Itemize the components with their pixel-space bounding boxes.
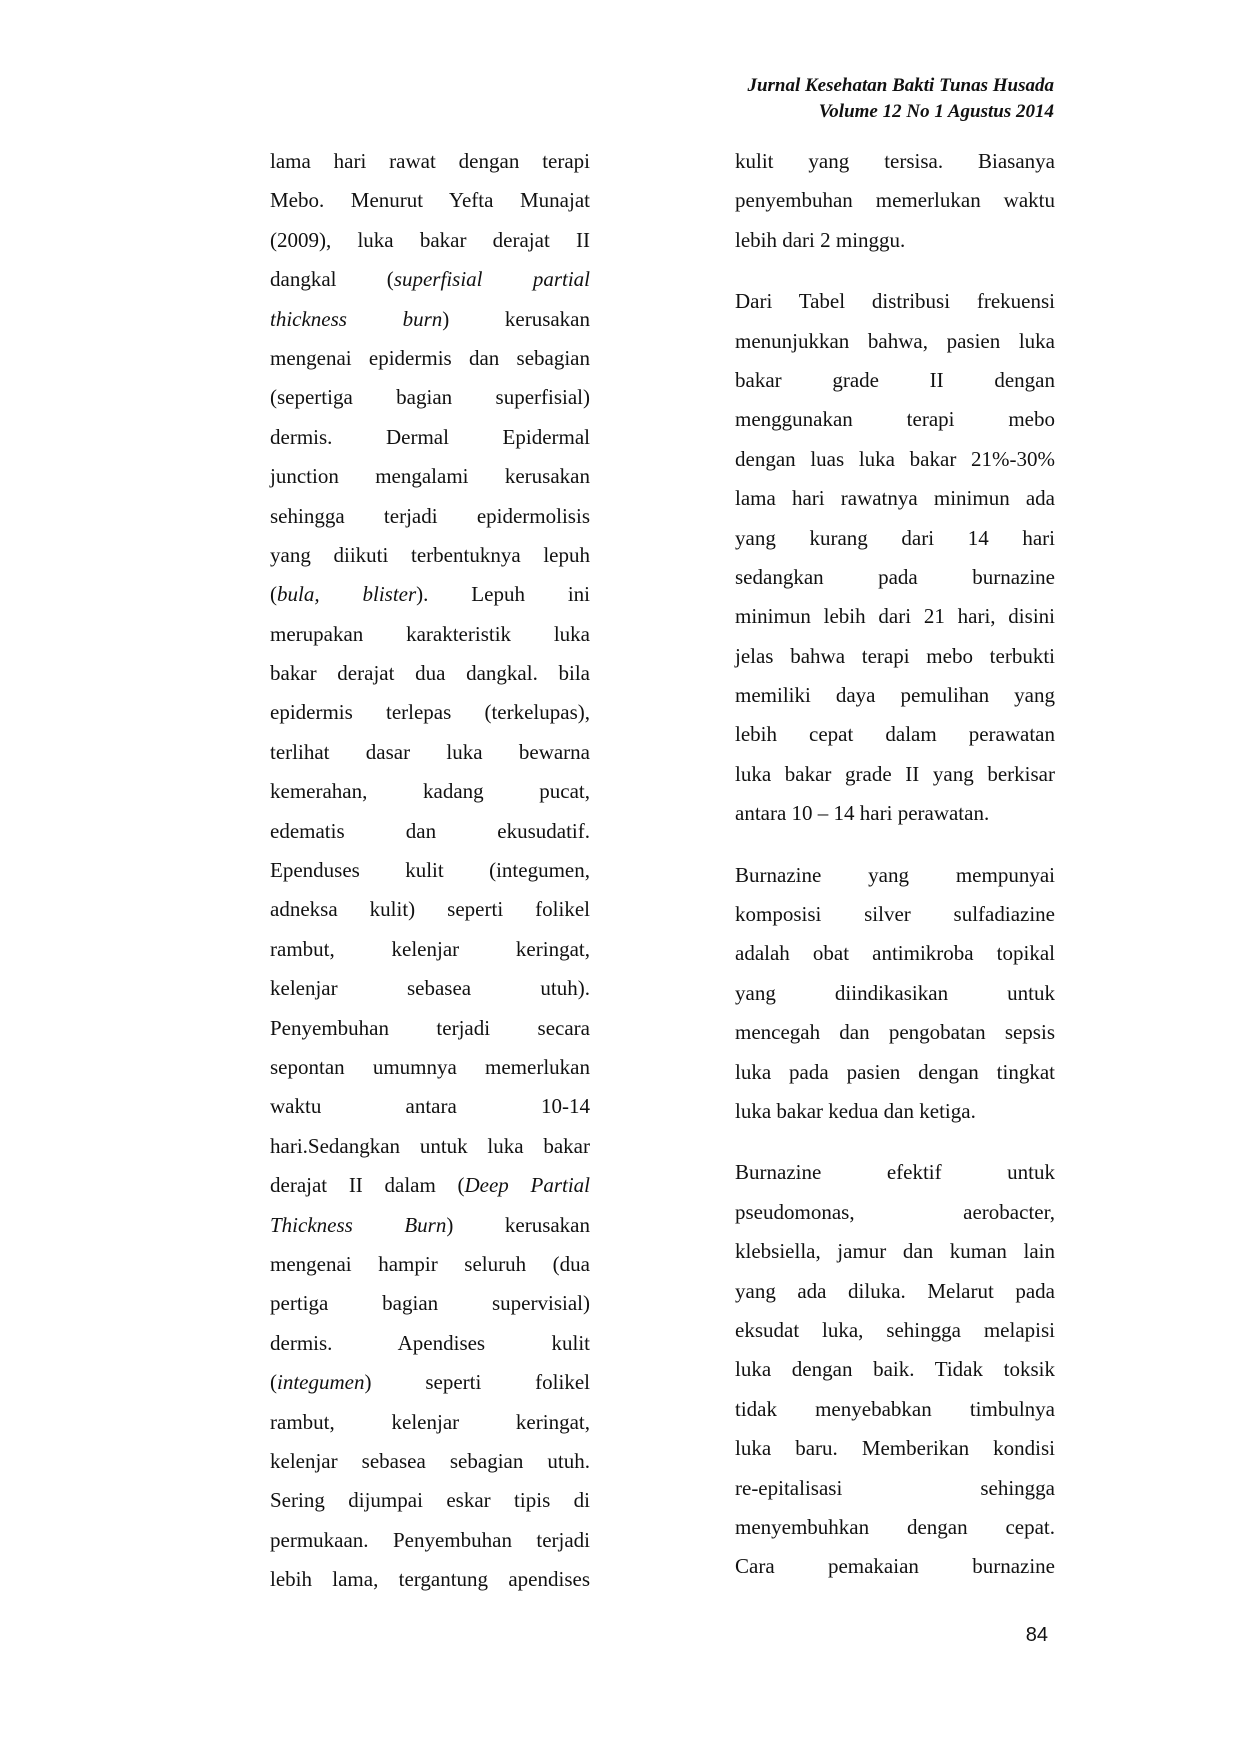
text-line: terlihat dasar luka bewarna: [270, 739, 590, 764]
text-line: pertiga bagian supervisial): [270, 1291, 590, 1316]
text-line: lama hari rawatnya minimun ada: [735, 486, 1055, 511]
text-line: eksudat luka, sehingga melapisi: [735, 1317, 1055, 1342]
text-line: edematis dan ekusudatif.: [270, 818, 590, 843]
journal-header: [747, 73, 1054, 125]
text-line: waktu antara 10-14: [270, 1094, 590, 1119]
text-line: lebih lama, tergantung apendises: [270, 1567, 590, 1592]
text-line: penyembuhan memerlukan waktu: [735, 188, 1055, 213]
text-line: mencegah dan pengobatan sepsis: [735, 1020, 1055, 1045]
text-line: dangkal (superfisial partial: [270, 267, 590, 292]
text-line: Sering dijumpai eskar tipis di: [270, 1488, 590, 1513]
text-line: rambut, kelenjar keringat,: [270, 936, 590, 961]
text-line: Burnazine yang mempunyai: [735, 862, 1055, 887]
text-line: mengenai epidermis dan sebagian: [270, 345, 590, 370]
paragraph: [735, 142, 1055, 260]
text-line: Penyembuhan terjadi secara: [270, 1015, 590, 1040]
text-line: Burnazine efektif untuk: [735, 1160, 1055, 1185]
text-line: klebsiella, jamur dan kuman lain: [735, 1239, 1055, 1264]
text-line: luka dengan baik. Tidak toksik: [735, 1357, 1055, 1382]
journal-volume: Volume 12 No 1 Agustus 2014: [818, 101, 1054, 122]
text-line: Thickness Burn) kerusakan: [270, 1212, 591, 1237]
text-line: kelenjar sebasea sebagian utuh.: [270, 1448, 590, 1473]
text-line: menunjukkan bahwa, pasien luka: [735, 328, 1055, 353]
paragraph: [735, 1153, 1055, 1586]
text-line: rambut, kelenjar keringat,: [270, 1409, 590, 1434]
text-line: lebih cepat dalam perawatan: [735, 722, 1055, 747]
text-line: lebih dari 2 minggu.: [735, 227, 906, 252]
text-line: dengan luas luka bakar 21%-30%: [735, 446, 1055, 471]
text-line: luka bakar kedua dan ketiga.: [735, 1098, 976, 1123]
text-line: mengenai hampir seluruh (dua: [270, 1251, 590, 1276]
journal-title: Jurnal Kesehatan Bakti Tunas Husada: [747, 75, 1054, 96]
text-line: Dari Tabel distribusi frekuensi: [735, 289, 1055, 314]
text-line: yang diindikasikan untuk: [735, 980, 1055, 1005]
left-text-column: [270, 142, 590, 1599]
text-line: bakar derajat dua dangkal. bila: [270, 661, 590, 686]
text-line: dermis. Apendises kulit: [270, 1330, 590, 1355]
text-line: thickness burn) kerusakan: [270, 306, 591, 331]
text-line: junction mengalami kerusakan: [270, 464, 590, 489]
text-line: sedangkan pada burnazine: [735, 564, 1055, 589]
text-line: luka bakar grade II yang berkisar: [735, 761, 1055, 786]
text-line: merupakan karakteristik luka: [270, 621, 590, 646]
text-line: yang diikuti terbentuknya lepuh: [270, 542, 590, 567]
text-line: (bula, blister). Lepuh ini: [270, 582, 590, 607]
text-line: Mebo. Menurut Yefta Munajat: [270, 188, 590, 213]
right-text-column: [735, 142, 1055, 1609]
text-line: menyembuhkan dengan cepat.: [735, 1514, 1055, 1539]
text-line: menggunakan terapi mebo: [735, 407, 1055, 432]
text-line: kemerahan, kadang pucat,: [270, 779, 590, 804]
text-line: epidermis terlepas (terkelupas),: [270, 700, 590, 725]
text-line: hari.Sedangkan untuk luka bakar: [270, 1133, 590, 1158]
text-line: permukaan. Penyembuhan terjadi: [270, 1527, 590, 1552]
text-line: yang ada diluka. Melarut pada: [735, 1278, 1055, 1303]
text-line: tidak menyebabkan timbulnya: [735, 1396, 1055, 1421]
text-line: kulit yang tersisa. Biasanya: [735, 149, 1055, 173]
text-line: (sepertiga bagian superfisial): [270, 385, 590, 410]
text-line: adalah obat antimikroba topikal: [735, 941, 1055, 966]
text-line: jelas bahwa terapi mebo terbukti: [735, 643, 1055, 668]
text-line: memiliki daya pemulihan yang: [735, 683, 1055, 708]
page-number: 84: [1025, 1624, 1048, 1646]
text-line: adneksa kulit) seperti folikel: [270, 897, 590, 922]
text-line: dermis. Dermal Epidermal: [270, 424, 590, 449]
paragraph: [735, 856, 1055, 1132]
text-line: pseudomonas, aerobacter,: [735, 1199, 1055, 1224]
text-line: sehingga terjadi epidermolisis: [270, 503, 590, 528]
text-line: sepontan umumnya memerlukan: [270, 1054, 590, 1079]
text-line: derajat II dalam (Deep Partial: [270, 1173, 591, 1198]
text-line: komposisi silver sulfadiazine: [735, 902, 1055, 927]
text-line: re-epitalisasi sehingga: [735, 1475, 1055, 1500]
text-line: Cara pemakaian burnazine: [735, 1554, 1055, 1579]
text-line: yang kurang dari 14 hari: [735, 525, 1055, 550]
text-line: minimun lebih dari 21 hari, disini: [735, 604, 1055, 629]
paragraph: [735, 282, 1055, 833]
text-line: Ependuses kulit (integumen,: [270, 858, 590, 883]
text-line: kelenjar sebasea utuh).: [270, 976, 590, 1001]
text-line: luka baru. Memberikan kondisi: [735, 1436, 1055, 1461]
text-line: antara 10 – 14 hari perawatan.: [735, 801, 990, 826]
text-line: lama hari rawat dengan terapi: [270, 149, 590, 173]
text-line: (2009), luka bakar derajat II: [270, 227, 590, 252]
text-line: bakar grade II dengan: [735, 367, 1055, 392]
text-line: (integumen) seperti folikel: [270, 1370, 590, 1395]
text-line: luka pada pasien dengan tingkat: [735, 1059, 1055, 1084]
